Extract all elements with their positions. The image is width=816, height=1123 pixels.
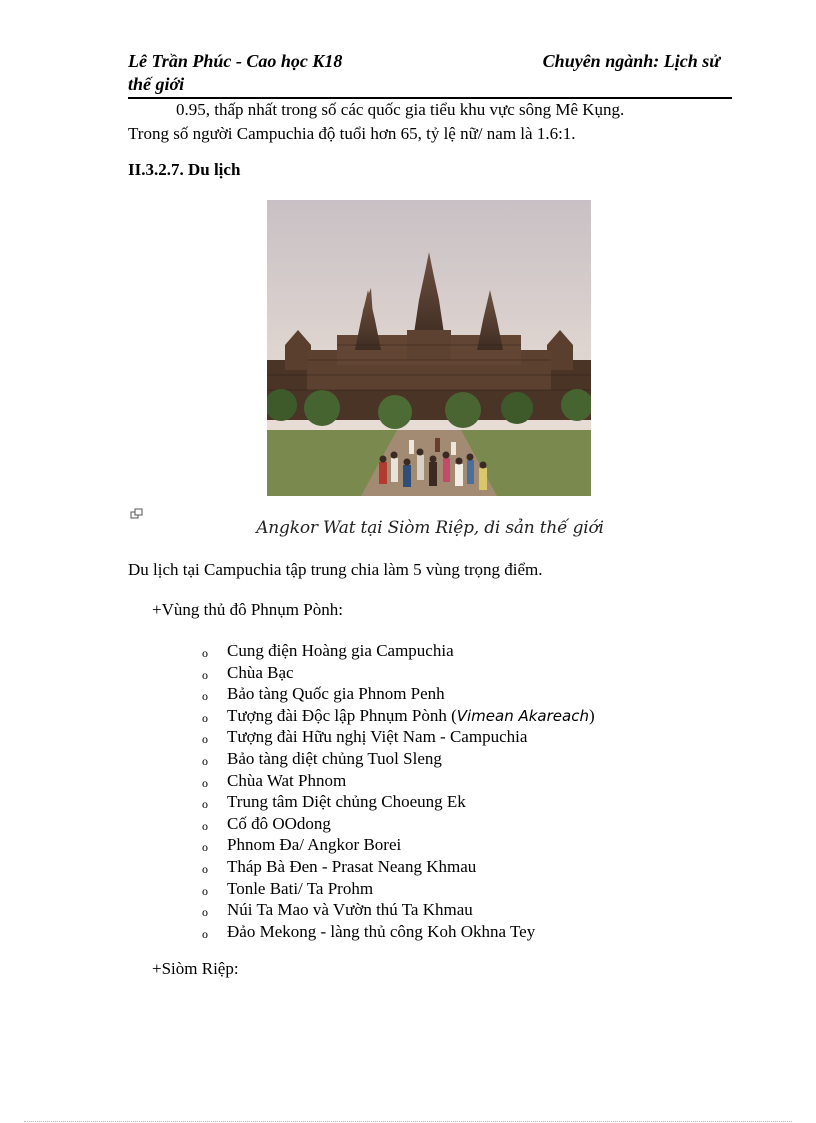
list-item: o Cung điện Hoàng gia Campuchia xyxy=(202,641,454,660)
list-item: o Chùa Bạc xyxy=(202,662,294,682)
list-item: o Tonle Bati/ Ta Prohm xyxy=(202,878,374,898)
region-phnom-penh-title: +Vùng thủ đô Phnụm Pònh: xyxy=(152,600,343,619)
list-item: o Bảo tàng diệt chủng Tuol Sleng xyxy=(202,748,442,768)
list-item: o Bảo tàng Quốc gia Phnom Penh xyxy=(202,684,445,704)
header-major: Chuyên ngành: Lịch sử xyxy=(542,51,720,71)
list-item: o Đảo Mekong - làng thủ công Koh Okhna Tey xyxy=(202,921,536,941)
list-item: o Phnom Đa/ Angkor Borei xyxy=(202,835,402,855)
section-heading: II.3.2.7. Du lịch xyxy=(128,160,241,179)
list-item: o Tháp Bà Đen - Prasat Neang Khmau xyxy=(202,856,477,876)
list-item: o Trung tâm Diệt chủng Choeung Ek xyxy=(202,792,466,812)
list-item: o Chùa Wat Phnom xyxy=(202,770,347,790)
intro-line-1: 0.95, thấp nhất trong số các quốc gia tiểu khu vực sông Mê Kụng. xyxy=(176,100,625,119)
page-bottom-rule xyxy=(24,1121,792,1122)
list-item: o Cố đô OOdong xyxy=(202,813,331,833)
list-item: o Núi Ta Mao và Vườn thú Ta Khmau xyxy=(202,900,473,920)
angkor-wat-photo xyxy=(267,200,591,496)
header-major-continued: thế giới xyxy=(128,74,185,94)
phnom-penh-attractions xyxy=(202,640,595,942)
intro-line-2: Trong số người Campuchia độ tuổi hơn 65, tỷ lệ nữ/ nam là 1.6:1. xyxy=(128,124,576,143)
figure-caption: Angkor Wat tại Siòm Riệp, di sản thế giới xyxy=(256,518,604,538)
tourism-intro: Du lịch tại Campuchia tập trung chia làm 5 vùng trọng điểm. xyxy=(128,560,543,579)
intro-paragraph xyxy=(128,98,732,146)
header-author: Lê Trần Phúc - Cao học K18 xyxy=(128,51,343,71)
list-item: o Tượng đài Độc lập Phnụm Pònh (Vimean Akareach) xyxy=(202,705,595,725)
list-item: o Tượng đài Hữu nghị Việt Nam - Campuchia xyxy=(202,727,528,747)
page-header xyxy=(128,50,732,99)
region-siem-reap-title: +Siòm Riệp: xyxy=(152,959,239,978)
